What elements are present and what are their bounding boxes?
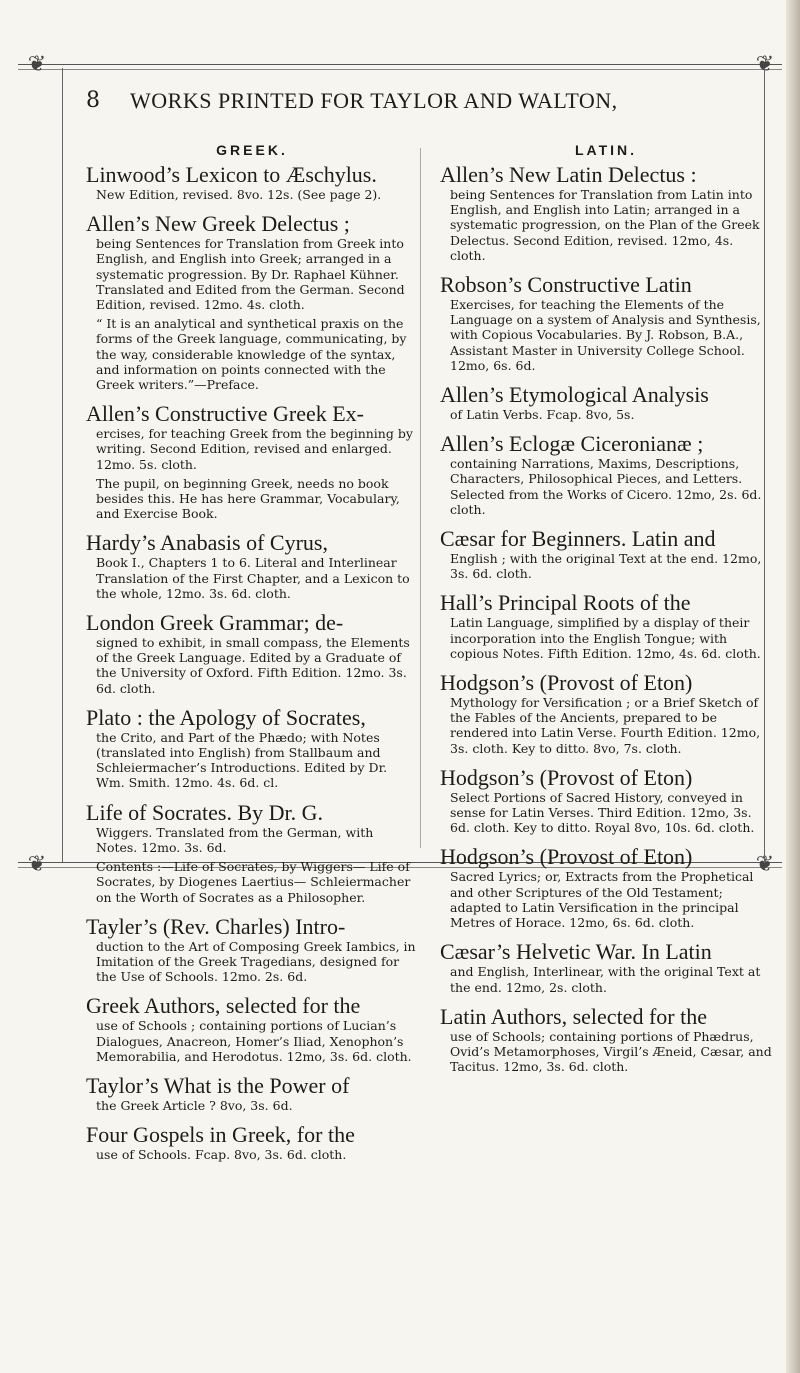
- book-description: being Sentences for Translation from Latin into English, and English into Latin; arranged in a systematic progression, on the Plan of the Greek Delectus. Second Edition, revised. 12mo, 4s. cloth.: [450, 187, 760, 263]
- book-title: Hodgson’s (Provost of Eton): [440, 764, 693, 790]
- book-entry: [86, 800, 418, 905]
- book-entry: [86, 914, 418, 985]
- book-entry: [86, 530, 418, 601]
- book-entry: [86, 1122, 418, 1162]
- section-heading-greek: GREEK.: [216, 142, 288, 158]
- page-header: [0, 88, 780, 120]
- book-title: Hall’s Principal Roots of the: [440, 590, 691, 616]
- book-entry: [440, 844, 772, 930]
- book-description: containing Narrations, Maxims, Descriptions, Characters, Philosophical Pieces, and Letters. Selected from the Works of Cicero. 12mo, 2s. 6d. cloth.: [450, 456, 762, 517]
- book-description: Wiggers. Translated from the German, with Notes. 12mo. 3s. 6d.: [96, 824, 374, 855]
- book-title: Cæsar for Beginners. Latin and: [440, 526, 716, 552]
- book-entry: [440, 765, 772, 836]
- book-description: of Latin Verbs. Fcap. 8vo, 5s.: [450, 407, 635, 423]
- book-entry: [440, 1004, 772, 1075]
- book-note: Contents :—Life of Socrates, by Wiggers— Life of Socrates, by Diogenes Laertius— Schleiermacher on the Worth of Socrates as a Philosopher.: [96, 859, 411, 905]
- book-title: Hodgson’s (Provost of Eton): [440, 670, 693, 696]
- book-description: English ; with the original Text at the end. 12mo, 3s. 6d. cloth.: [450, 551, 762, 582]
- book-description: signed to exhibit, in small compass, the Elements of the Greek Language. Edited by a Graduate of the University of Oxford. Fifth Edition. 12mo. 3s. 6d. cloth.: [96, 635, 410, 696]
- book-title: Allen’s New Latin Delectus :: [440, 162, 697, 187]
- book-entry: [86, 705, 418, 791]
- running-title: WORKS PRINTED FOR TAYLOR AND WALTON,: [130, 88, 618, 113]
- book-entry: [86, 993, 418, 1064]
- book-entry: [440, 272, 772, 373]
- book-description: and English, Interlinear, with the original Text at the end. 12mo, 2s. cloth.: [450, 964, 761, 995]
- book-description: use of Schools; containing portions of Phædrus, Ovid’s Metamorphoses, Virgil’s Æneid, Cæsar, and Tacitus. 12mo, 3s. 6d. cloth.: [450, 1028, 772, 1075]
- book-description: ercises, for teaching Greek from the beginning by writing. Second Edition, revised and enlarged. 12mo. 5s. cloth.: [96, 426, 413, 472]
- book-title: Allen’s Etymological Analysis: [440, 382, 709, 408]
- book-description: Latin Language, simplified by a display of their incorporation into the English Tongue; with copious Notes. Fifth Edition. 12mo, 4s. 6d. cloth.: [450, 615, 761, 661]
- book-title: Greek Authors, selected for the: [86, 993, 361, 1019]
- book-entry: [86, 1073, 418, 1113]
- book-title: Cæsar’s Helvetic War. In Latin: [440, 939, 712, 965]
- book-entry: [440, 590, 772, 661]
- book-description: Mythology for Versification ; or a Brief Sketch of the Fables of the Ancients, prepared to be rendered into Latin Verse. Fourth Edition. 12mo, 3s. cloth. Key to ditto. 8vo, 7s. cloth.: [450, 695, 761, 756]
- border-line-left: [62, 68, 63, 863]
- book-title: Linwood’s Lexicon to Æschylus.: [86, 162, 377, 187]
- book-description: the Crito, and Part of the Phædo; with Notes (translated into English) from Stallbaum and Schleiermacher’s Introductions. Edited by Dr. Wm. Smith. 12mo. 4s. 6d. cl.: [96, 729, 388, 791]
- book-title: Hodgson’s (Provost of Eton): [440, 844, 693, 870]
- book-description: duction to the Art of Composing Greek Iambics, in Imitation of the Greek Tragedians, designed for the Use of Schools. 12mo. 2s. 6d.: [96, 938, 416, 985]
- book-description: the Greek Article ? 8vo, 3s. 6d.: [96, 1097, 293, 1113]
- book-description: New Edition, revised. 8vo. 12s. (See page 2).: [96, 187, 382, 202]
- book-title: London Greek Grammar; de-: [86, 610, 344, 636]
- book-entry: [440, 939, 772, 994]
- book-title: Hardy’s Anabasis of Cyrus,: [86, 530, 328, 556]
- book-description: Book I., Chapters 1 to 6. Literal and Interlinear Translation of the First Chapter, and a Lexicon to the whole, 12mo. 3s. 6d. cloth.: [96, 555, 410, 601]
- book-description: being Sentences for Translation from Greek into English, and English into Greek; arranged in a systematic progression. By Dr. Raphael Kühner. Translated and Edited from the German. Second Edition, revised. 12mo. 4s. cloth.: [96, 236, 405, 313]
- book-description: use of Schools. Fcap. 8vo, 3s. 6d. cloth.: [96, 1147, 347, 1163]
- book-title: Latin Authors, selected for the: [440, 1003, 707, 1029]
- page-edge: [786, 0, 800, 1373]
- corner-ornament-icon: ❦: [755, 52, 775, 77]
- book-title: Life of Socrates. By Dr. G.: [86, 799, 324, 825]
- book-title: Allen’s Eclogæ Ciceronianæ ;: [440, 431, 704, 457]
- book-entry: [86, 211, 418, 392]
- book-description: Select Portions of Sacred History, conveyed in sense for Latin Verses. Third Edition. 12mo, 3s. 6d. cloth. Key to ditto. Royal 8vo, 10s. 6d. cloth.: [450, 789, 755, 836]
- book-title: Robson’s Constructive Latin: [440, 272, 692, 298]
- top-rule: [18, 64, 782, 65]
- book-description: Sacred Lyrics; or, Extracts from the Prophetical and other Scriptures of the Old Testament; adapted to Latin Versification in the principal Metres of Horace. 12mo, 6s. 6d. cloth.: [450, 869, 754, 931]
- top-rule-inner: [18, 69, 782, 70]
- book-entry: [440, 670, 772, 756]
- book-note: The pupil, on beginning Greek, needs no book besides this. He has here Grammar, Vocabulary, and Exercise Book.: [96, 475, 400, 522]
- section-heading-latin: LATIN.: [574, 142, 638, 158]
- book-entry: [86, 162, 418, 202]
- book-entry: [440, 431, 772, 517]
- book-note: “ It is an analytical and synthetical praxis on the forms of the Greek language, communicating, by the way, considerable knowledge of the syntax, and information on points connected with the Greek writers.”—Preface.: [96, 316, 407, 393]
- latin-column: [440, 142, 772, 1083]
- book-title: Allen’s Constructive Greek Ex-: [86, 401, 364, 427]
- book-entry: [440, 162, 772, 263]
- book-entry: [440, 526, 772, 581]
- book-title: Allen’s New Greek Delectus ;: [86, 211, 350, 237]
- book-title: Tayler’s (Rev. Charles) Intro-: [86, 913, 346, 939]
- book-entry: [440, 382, 772, 422]
- book-entry: [86, 610, 418, 696]
- corner-ornament-icon: ❦: [27, 52, 47, 77]
- corner-ornament-icon: ❦: [27, 852, 47, 877]
- book-entry: [86, 401, 418, 521]
- book-title: Four Gospels in Greek, for the: [86, 1122, 355, 1148]
- greek-column: [86, 142, 418, 1171]
- book-description: Exercises, for teaching the Elements of the Language on a system of Analysis and Synthesis, with Copious Vocabularies. By J. Robson, B.A., Assistant Master in University College School. 12mo, 6s. 6d.: [450, 297, 761, 373]
- book-title: Plato : the Apology of Socrates,: [86, 704, 366, 730]
- corner-ornament-icon: ❦: [755, 852, 775, 877]
- column-separator: [420, 148, 421, 848]
- page-number: 8: [86, 88, 100, 113]
- book-description: use of Schools ; containing portions of Lucian’s Dialogues, Anacreon, Homer’s Iliad, Xenophon’s Memorabilia, and Herodotus. 12mo, 3s. 6d. cloth.: [96, 1018, 412, 1064]
- book-title: Taylor’s What is the Power of: [86, 1072, 350, 1098]
